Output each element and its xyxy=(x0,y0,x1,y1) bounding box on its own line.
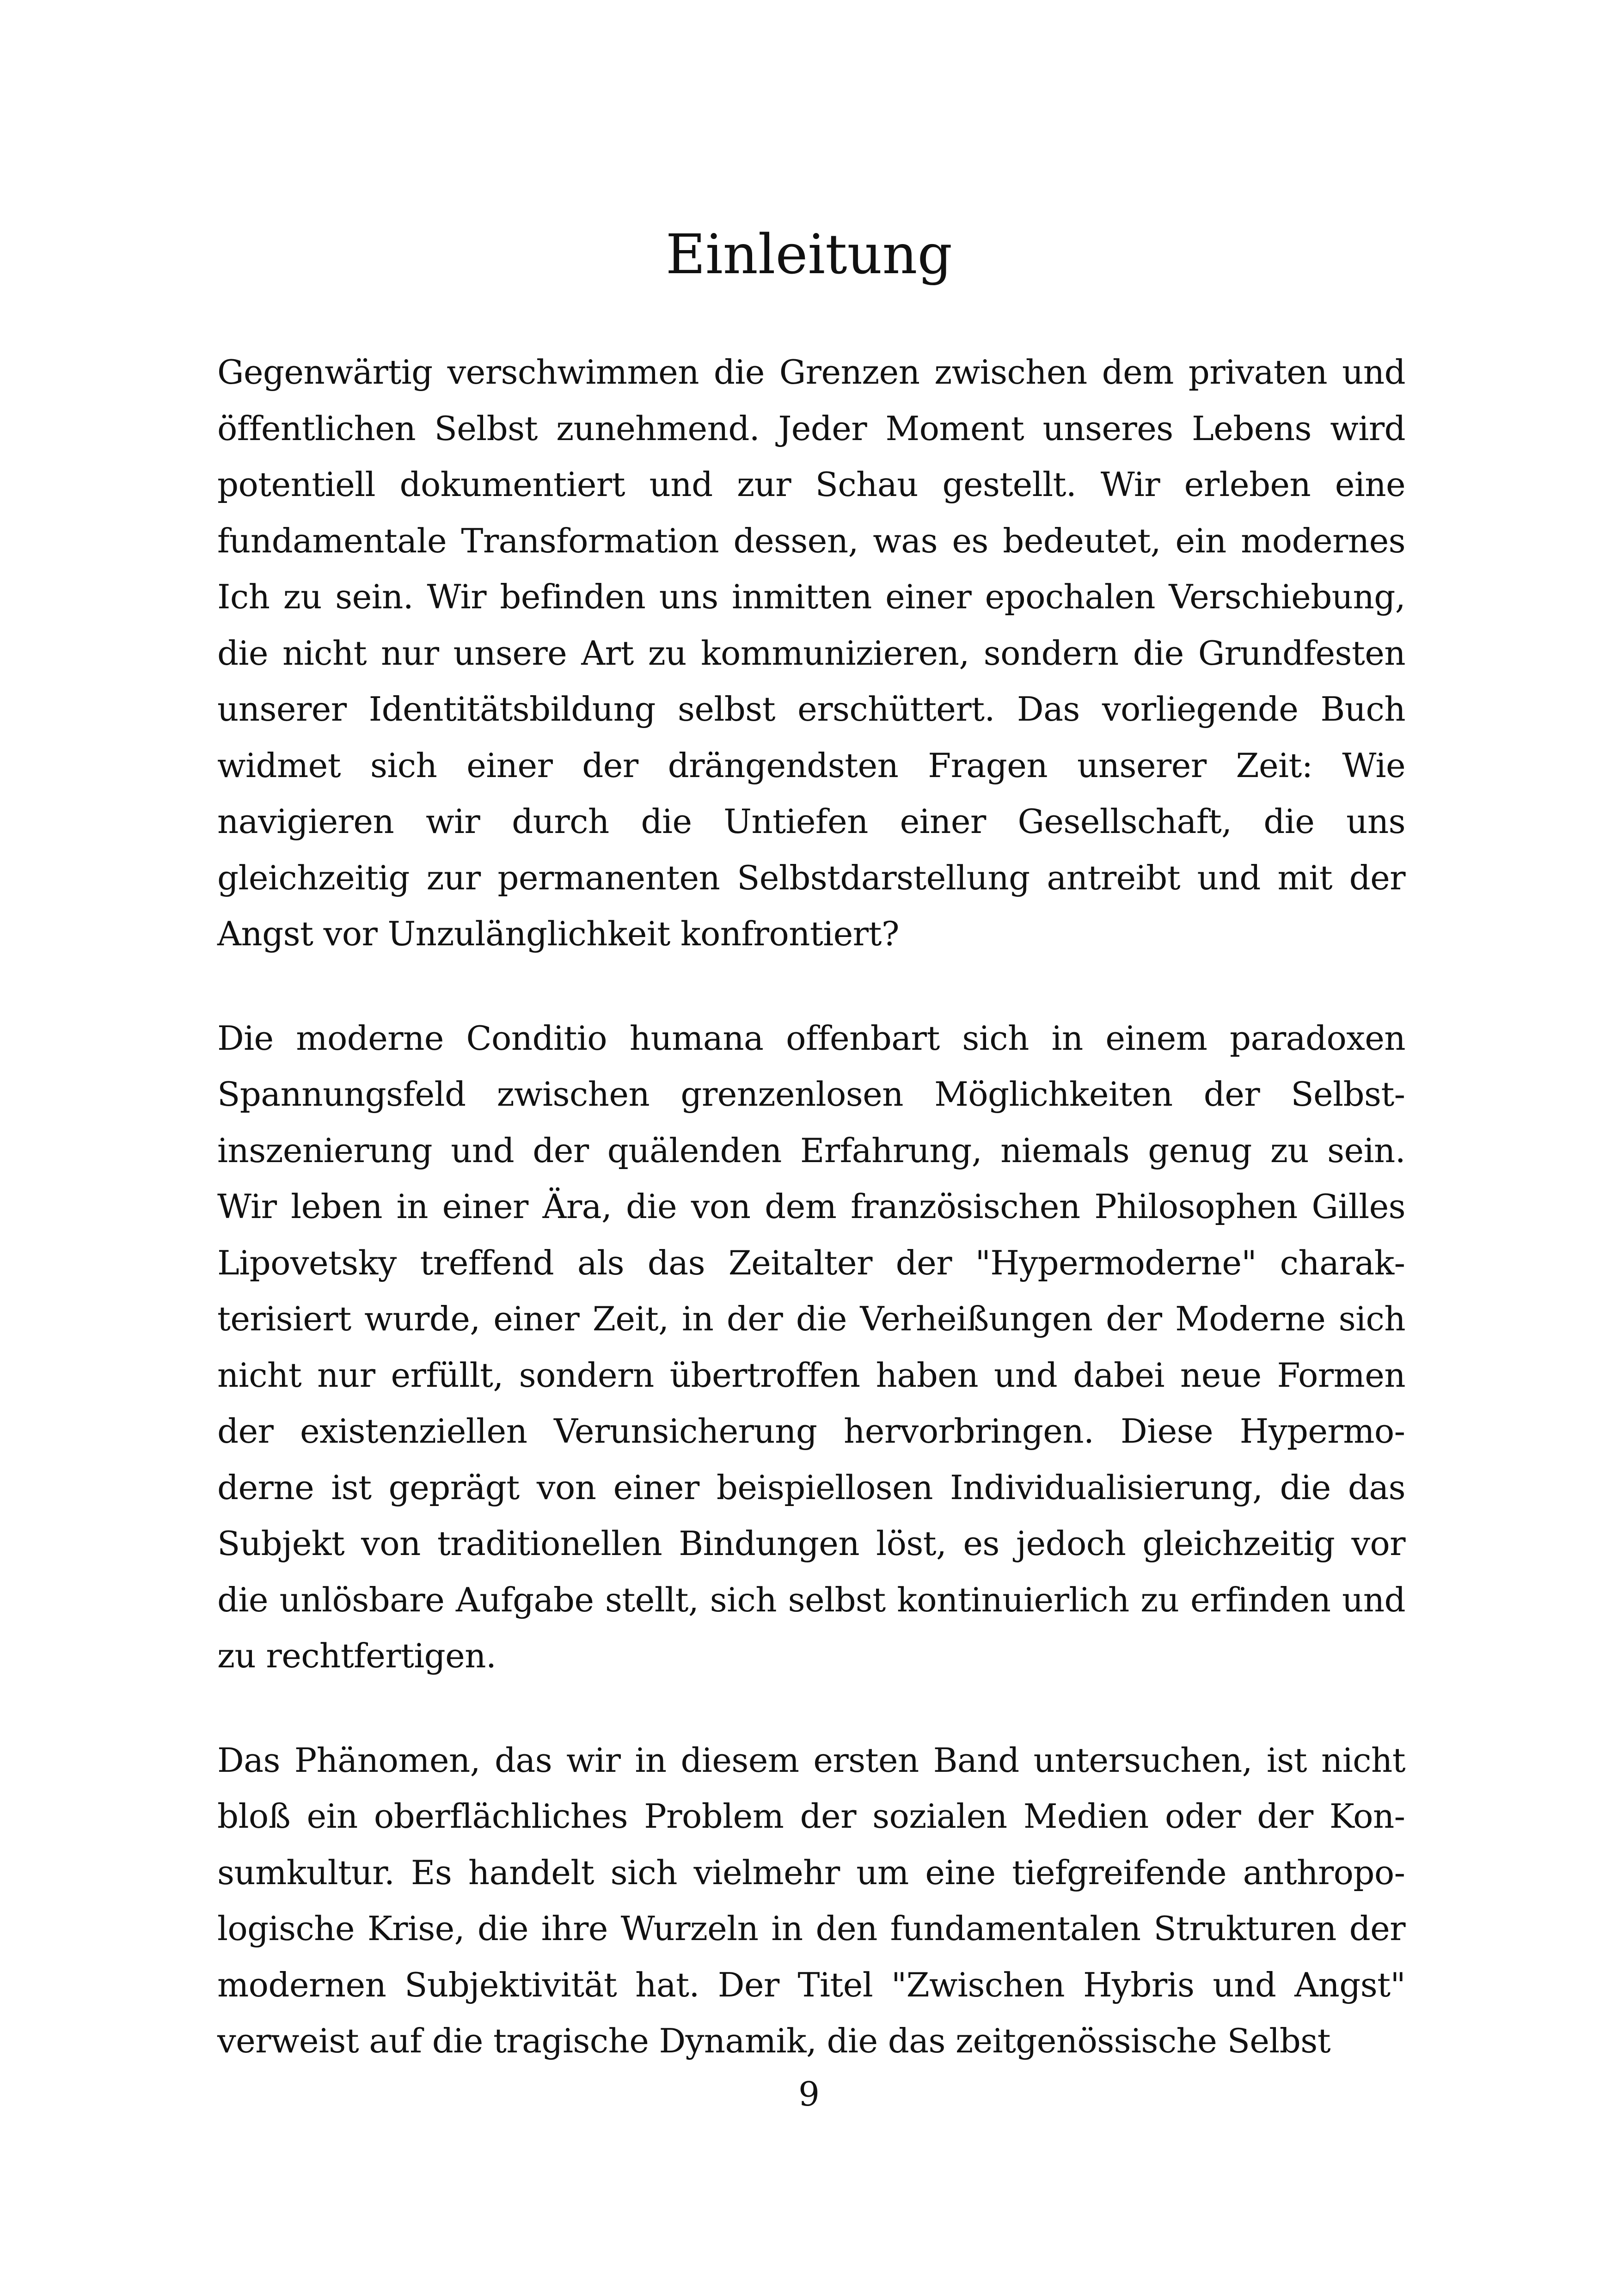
chapter-title: Einleitung xyxy=(665,222,953,286)
page-number: 9 xyxy=(798,2075,820,2113)
body-text xyxy=(217,344,1405,2118)
paragraph-2: Die moderne Conditio humana offenbart sich in einem paradoxen Spannungsfeld zwischen grenzenlosen Möglichkeiten der Selbstinszenierung und der quälenden Erfahrung, niemals genug zu sein. Wir leben in einer Ära, die von dem französischen Philosophen Gilles Lipovetsky treffend als das Zeitalter der "Hypermoderne" charakterisiert wurde, einer Zeit, in der die Verheißungen der Moderne sich nicht nur erfüllt, sondern übertroffen haben und dabei neue Formen der existenziellen Verunsicherung hervorbringen. Diese Hypermoderne ist geprägt von einer beispiellosen Individualisierung, die das Subjekt von traditionellen Bindungen löst, es jedoch gleichzeitig vor die unlösbare Aufgabe stellt, sich selbst kontinuierlich zu erfinden und zu rechtfertigen. xyxy=(217,1018,1405,1675)
paragraph-1: Gegenwärtig verschwimmen die Grenzen zwischen dem privaten und öffentlichen Selbst zunehmend. Jeder Moment unseres Lebens wird potentiell dokumentiert und zur Schau gestellt. Wir erleben eine fundamentale Transformation dessen, was es bedeutet, ein modernes Ich zu sein. Wir befinden uns inmitten einer epochalen Verschiebung, die nicht nur unsere Art zu kommunizieren, sondern die Grundfesten unserer Identitätsbildung selbst erschüttert. Das vorliegende Buch widmet sich einer der drängendsten Fragen unserer Zeit: Wie navigieren wir durch die Untiefen einer Gesellschaft, die uns gleichzeitig zur permanenten Selbstdarstellung antreibt und mit der Angst vor Unzulänglichkeit konfrontiert? xyxy=(217,353,1405,953)
paragraph-3: Das Phänomen, das wir in diesem ersten Band untersuchen, ist nicht bloß ein oberflächliches Problem der sozialen Medien oder der Konsumkultur. Es handelt sich vielmehr um eine tiefgreifende anthropologische Krise, die ihre Wurzeln in den fundamentalen Strukturen der modernen Subjektivität hat. Der Titel "Zwischen Hybris und Angst" verweist auf die tragische Dynamik, die das zeitgenössische Selbst xyxy=(217,1740,1405,2060)
